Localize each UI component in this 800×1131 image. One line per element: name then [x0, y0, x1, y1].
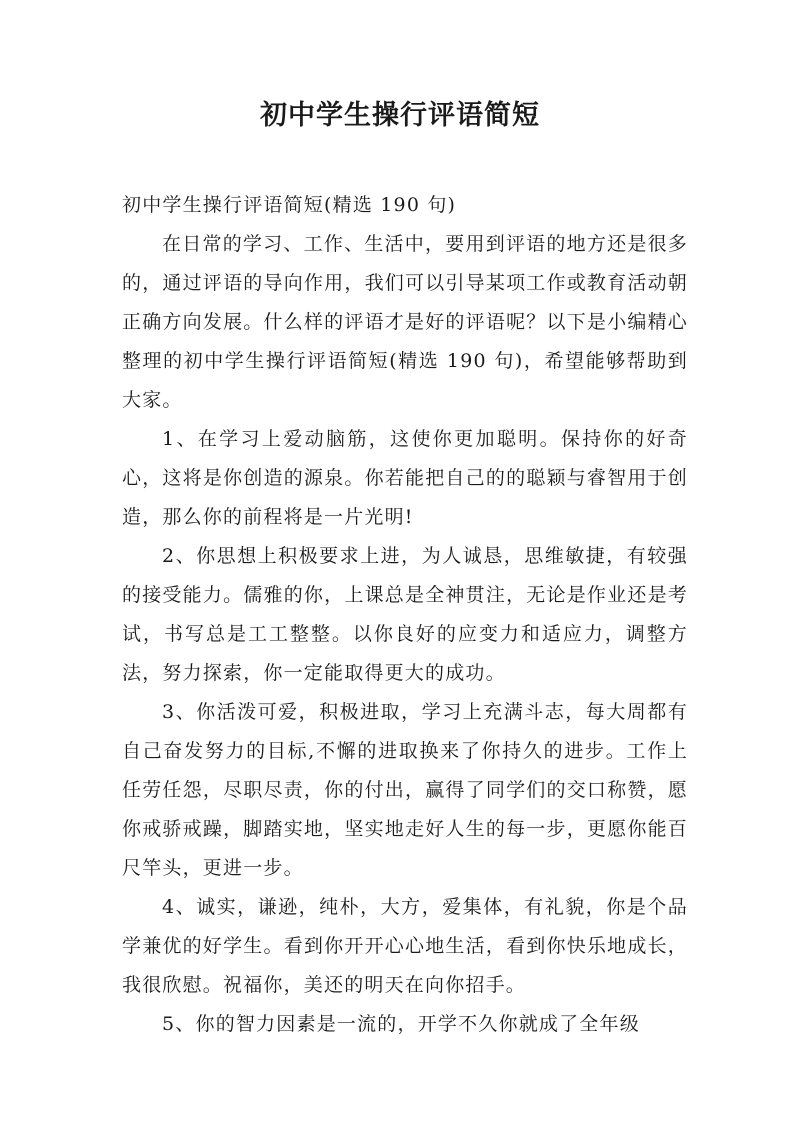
comment-paragraph-5: 5、你的智力因素是一流的，开学不久你就成了全年级: [162, 1013, 640, 1035]
comment-paragraph-2: 2、你思想上积极要求上进，为人诚恳，思维敏捷，有较强的接受能力。儒雅的你，上课总是全神贯注，无论是作业还是考试，书写总是工工整整。以你良好的应变力和适应力，调整方法，努力探索，你一定能取得更大的成功。: [122, 545, 688, 684]
document-subtitle: 初中学生操行评语简短(精选 190 句): [122, 194, 457, 216]
document-title: 初中学生操行评语简短: [260, 100, 540, 131]
comment-paragraph-1: 1、在学习上爱动脑筋，这使你更加聪明。保持你的好奇心，这将是你创造的源泉。你若能把自己的的聪颖与睿智用于创造，那么你的前程将是一片光明!: [122, 428, 688, 528]
comment-paragraph-4: 4、诚实，谦逊，纯朴，大方，爱集体，有礼貌，你是个品学兼优的好学生。看到你开开心心地生活，看到你快乐地成长，我很欣慰。祝福你，美还的明天在向你招手。: [122, 896, 688, 996]
document-body: [122, 186, 688, 1044]
comment-paragraph-3: 3、你活泼可爱，积极进取，学习上充满斗志，每大周都有自己奋发努力的目标,不懈的进取换来了你持久的进步。工作上任劳任怨，尽职尽责，你的付出，赢得了同学们的交口称赞，愿你戒骄戒躁，脚踏实地，坚实地走好人生的每一步，更愿你能百尺竿头，更进一步。: [122, 701, 688, 879]
intro-paragraph: 在日常的学习、工作、生活中，要用到评语的地方还是很多的，通过评语的导向作用，我们可以引导某项工作或教育活动朝正确方向发展。什么样的评语才是好的评语呢？以下是小编精心整理的初中学生操行评语简短(精选 190 句)，希望能够帮助到大家。: [122, 233, 688, 411]
